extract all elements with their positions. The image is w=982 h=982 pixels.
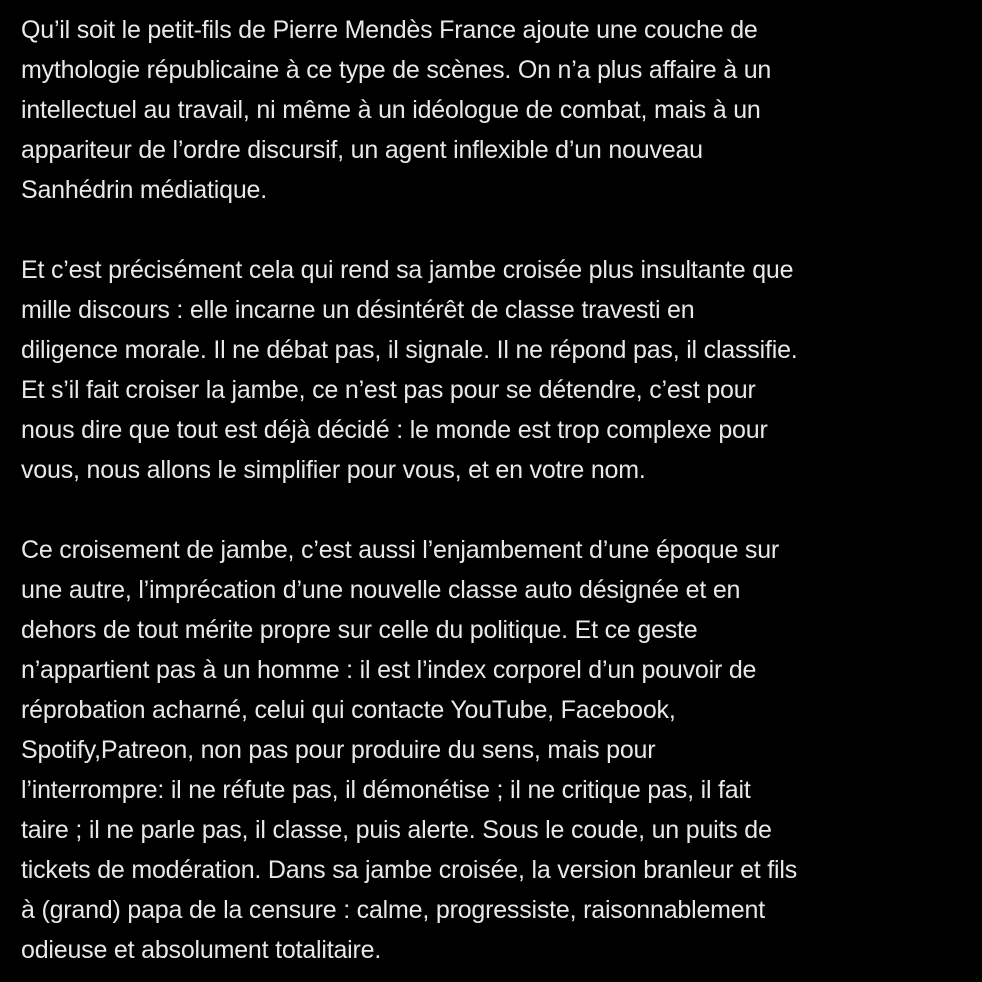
text-line: tickets de modération. Dans sa jambe croisée, la version branleur et fils [21, 856, 798, 884]
text-line: odieuse et absolument totalitaire. [21, 936, 382, 964]
text-line: dehors de tout mérite propre sur celle du politique. Et ce geste [21, 616, 698, 644]
text-line: appariteur de l’ordre discursif, un agent inflexible d’un nouveau [21, 136, 703, 164]
text-line: Et s’il fait croiser la jambe, ce n’est pas pour se détendre, c’est pour [21, 376, 756, 404]
text-line: nous dire que tout est déjà décidé : le monde est trop complexe pour [21, 416, 768, 444]
text-line: Sanhédrin médiatique. [21, 176, 267, 204]
text-line: diligence morale. Il ne débat pas, il signale. Il ne répond pas, il classifie. [21, 336, 798, 364]
text-line: taire ; il ne parle pas, il classe, puis alerte. Sous le coude, un puits de [21, 816, 772, 844]
text-line: Qu’il soit le petit-fils de Pierre Mendès France ajoute une couche de [21, 16, 758, 44]
paragraph-1 [21, 10, 971, 210]
text-line: mille discours : elle incarne un désintérêt de classe travesti en [21, 296, 695, 324]
text-line: réprobation acharné, celui qui contacte YouTube, Facebook, [21, 696, 676, 724]
paragraph-2 [21, 250, 971, 490]
text-line: une autre, l’imprécation d’une nouvelle classe auto désignée et en [21, 576, 741, 604]
paragraph-3 [21, 530, 971, 970]
text-line: l’interrompre: il ne réfute pas, il démonétise ; il ne critique pas, il fait [21, 776, 751, 804]
text-line: Spotify,Patreon, non pas pour produire du sens, mais pour [21, 736, 656, 764]
text-line: mythologie républicaine à ce type de scènes. On n’a plus affaire à un [21, 56, 772, 84]
text-line: à (grand) papa de la censure : calme, progressiste, raisonnablement [21, 896, 765, 924]
text-line: Et c’est précisément cela qui rend sa jambe croisée plus insultante que [21, 256, 794, 284]
text-line: intellectuel au travail, ni même à un idéologue de combat, mais à un [21, 96, 761, 124]
text-line: n’appartient pas à un homme : il est l’index corporel d’un pouvoir de [21, 656, 757, 684]
post-text [21, 10, 971, 970]
text-line: Ce croisement de jambe, c’est aussi l’enjambement d’une époque sur [21, 536, 780, 564]
text-line: vous, nous allons le simplifier pour vous, et en votre nom. [21, 456, 646, 484]
